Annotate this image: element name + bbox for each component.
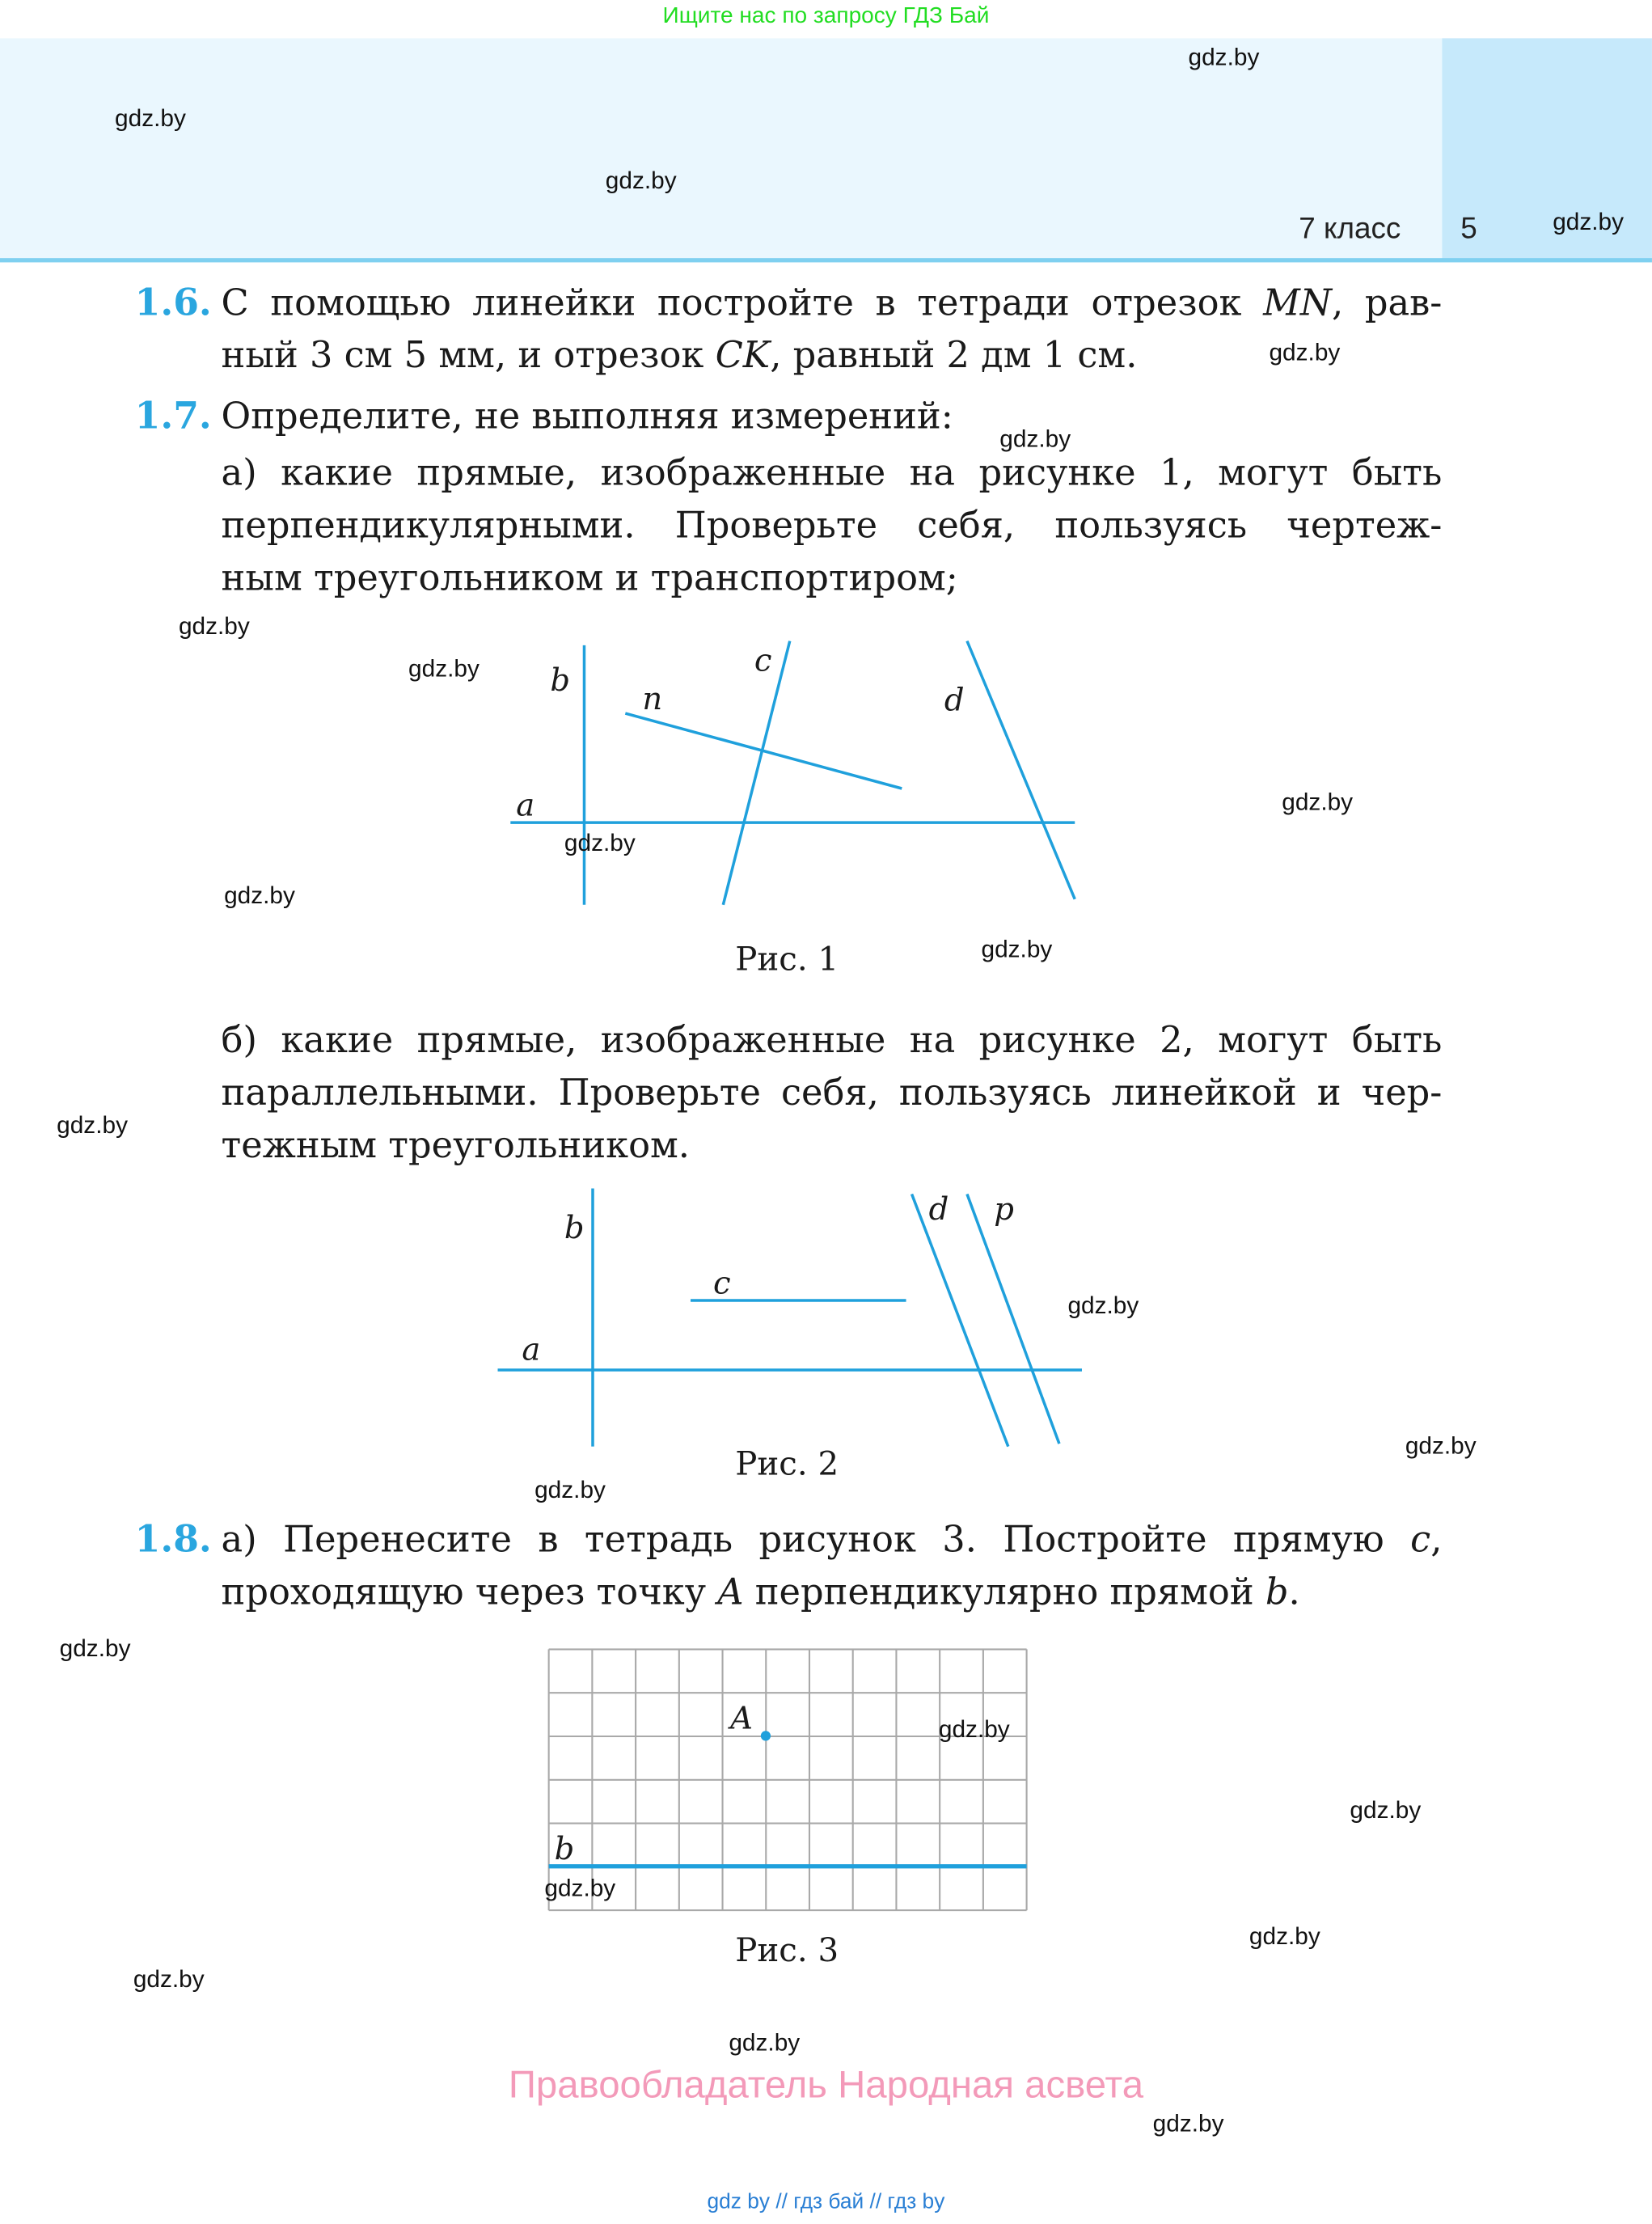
- task-1-7-a-line: ным треугольником и транспортиром;: [221, 557, 958, 600]
- watermark: gdz.by: [178, 612, 250, 640]
- label-b: b: [554, 1830, 575, 1867]
- text: .: [1288, 1571, 1300, 1614]
- task-number-1-6: 1.6.: [134, 281, 212, 325]
- watermark: gdz.by: [1067, 1292, 1139, 1319]
- text: , равный 2 дм 1 см.: [770, 334, 1138, 378]
- watermark: gdz.by: [981, 936, 1053, 963]
- watermark: gdz.by: [1269, 339, 1341, 366]
- watermark: gdz.by: [564, 829, 636, 857]
- watermark: gdz.by: [115, 104, 186, 133]
- label-a: a: [516, 787, 535, 824]
- watermark: gdz.by: [1405, 1432, 1477, 1460]
- figure-1-caption: Рис. 1: [735, 941, 839, 979]
- watermark: gdz.by: [1350, 1796, 1422, 1824]
- task-number-1-7: 1.7.: [134, 395, 212, 438]
- task-1-7-b-line: б) какие прямые, изображенные на рисунке 2, могут быть: [221, 1019, 1443, 1063]
- page-number: 5: [1460, 213, 1477, 246]
- watermark: gdz.by: [999, 425, 1071, 453]
- figure-2-caption: Рис. 2: [735, 1446, 839, 1484]
- watermark: gdz.by: [938, 1715, 1010, 1744]
- watermark: gdz.by: [408, 655, 480, 683]
- line-c-ref: c: [1410, 1519, 1431, 1562]
- watermark: gdz.by: [544, 1875, 616, 1902]
- footer-links[interactable]: gdz by // гдз бай // гдз by: [707, 2189, 945, 2214]
- task-number-1-8: 1.8.: [134, 1519, 212, 1562]
- watermark: gdz.by: [1553, 208, 1625, 236]
- point-a: [761, 1731, 771, 1740]
- watermark: gdz.by: [1249, 1922, 1320, 1951]
- label-c: c: [754, 642, 772, 679]
- task-1-7-intro: Определите, не выполняя измерений:: [221, 395, 953, 438]
- text: , рав-: [1332, 281, 1443, 325]
- label-A: A: [730, 1700, 753, 1737]
- task-1-7-b-line: тежным треугольником.: [221, 1124, 691, 1168]
- label-b: b: [564, 1209, 585, 1246]
- text: перпендикулярно прямой: [743, 1571, 1265, 1614]
- text: а) Перенесите в тетрадь рисунок 3. Постройте прямую: [221, 1519, 1411, 1562]
- line-d: [912, 1194, 1008, 1447]
- task-1-7-a-line: перпендикулярными. Проверьте себя, пользуясь чертеж-: [221, 505, 1443, 548]
- label-p: p: [994, 1191, 1014, 1228]
- watermark: gdz.by: [1152, 2110, 1224, 2137]
- label-n: n: [642, 680, 663, 717]
- watermark: gdz.by: [133, 1965, 205, 1993]
- watermark: gdz.by: [1188, 44, 1260, 71]
- label-c: c: [713, 1265, 731, 1302]
- watermark: gdz.by: [605, 167, 677, 195]
- segment-ck: CK: [715, 334, 771, 378]
- watermark: gdz.by: [59, 1634, 131, 1663]
- grade-label: 7 класс: [1299, 213, 1401, 246]
- task-1-7-b-line: параллельными. Проверьте себя, пользуясь линейкой и чер-: [221, 1072, 1443, 1115]
- line-b-ref: b: [1265, 1571, 1289, 1614]
- copyright-notice: Правообладатель Народная асвета: [508, 2063, 1144, 2107]
- watermark: gdz.by: [1282, 789, 1354, 816]
- task-1-8-line-1: [222, 1515, 1443, 1567]
- label-d: d: [928, 1191, 949, 1228]
- line-p: [967, 1194, 1059, 1444]
- line-d: [967, 641, 1075, 899]
- watermark: gdz.by: [57, 1111, 128, 1139]
- label-a: a: [522, 1331, 541, 1368]
- text: ный 3 см 5 мм, и отрезок: [221, 334, 716, 378]
- text: проходящую через точку: [221, 1571, 718, 1614]
- label-b: b: [550, 662, 571, 700]
- line-n: [625, 713, 902, 789]
- segment-mn: MN: [1263, 281, 1333, 325]
- text: С помощью линейки постройте в тетради отрезок: [221, 281, 1264, 325]
- grid: [549, 1649, 1027, 1910]
- figure-3-caption: Рис. 3: [735, 1933, 839, 1970]
- line-c: [723, 641, 789, 905]
- task-1-7-a-line: а) какие прямые, изображенные на рисунке 1, могут быть: [221, 452, 1443, 496]
- top-banner[interactable]: Ищите нас по запросу ГДЗ Бай: [662, 4, 990, 29]
- watermark: gdz.by: [729, 2029, 801, 2057]
- watermark: gdz.by: [224, 882, 295, 910]
- text: ,: [1430, 1519, 1443, 1562]
- point-a-ref: A: [717, 1571, 744, 1614]
- task-1-8-line-2: [222, 1567, 1443, 1620]
- label-d: d: [944, 682, 965, 719]
- watermark: gdz.by: [534, 1476, 606, 1503]
